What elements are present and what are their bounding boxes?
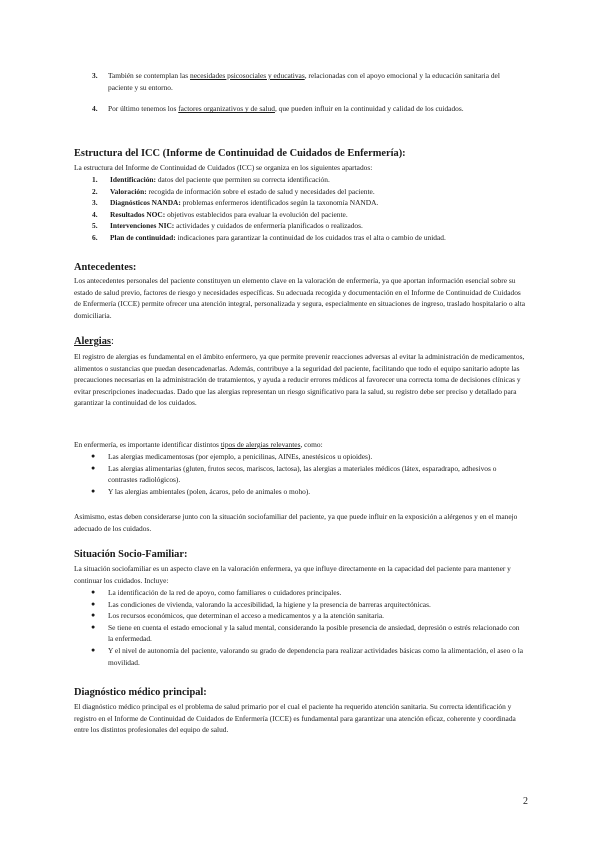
top-numbered-list <box>74 70 526 115</box>
list-item-term: Identificación: <box>110 175 156 184</box>
paragraph-text: En enfermería, es importante identificar distintos <box>74 440 221 449</box>
list-number: 4. <box>92 209 98 219</box>
list-text: , relacionadas con el apoyo emocional y la educación sanitaria del paciente y su entorno. <box>108 71 500 92</box>
list-item <box>74 186 534 198</box>
list-item-term: Diagnósticos NANDA: <box>110 198 181 208</box>
list-number: 5. <box>92 221 98 231</box>
icc-numbered-list <box>74 174 534 244</box>
antecedentes-text: Los antecedentes personales del paciente constituyen un elemento clave en la valoración de enfermería, ya que aportan información esencial sobre su estado de salud previo, factores de riesgo y necesidades específicas. Su adecuada recogida y documentación en el Informe de Continuidad de Cuidados de Enfermería (ICCE) permite ofrecer una atención integral, personalizada y segura, especialmente en situaciones de ingreso, traslado hospitalario o alta domiciliaria. <box>74 276 526 320</box>
list-text: Las condiciones de vivienda, valorando la accesibilidad, la higiene y la presencia de barreras arquitectónicas. <box>108 599 431 609</box>
bullet-icon: ● <box>91 599 96 608</box>
bullet-icon: ● <box>91 588 96 596</box>
list-item-term: Valoración: <box>110 186 147 196</box>
section-title-antecedentes: Antecedentes: <box>74 262 137 273</box>
list-number: 1. <box>92 175 98 184</box>
list-item-term: Plan de continuidad: <box>110 232 176 242</box>
list-number: 2. <box>92 186 98 196</box>
paragraph-text: , como: <box>300 440 323 449</box>
list-text: Se tiene en cuenta el estado emocional y la salud mental, considerando la posible presencia de ansiedad, depresión o estrés relacionado con la enfermedad. <box>108 622 520 644</box>
bullet-icon: ● <box>91 611 96 620</box>
alergias-paragraph-3: Asimismo, estas deben considerarse junto con la situación sociofamiliar del paciente, ya que puede influir en la exposición a alérgenos y en el manejo adecuado de los cuidados. <box>74 512 518 533</box>
alergias-title-text: Alergias <box>74 336 111 347</box>
list-item <box>74 220 534 232</box>
alergias-paragraph-1: El registro de alergias es fundamental en el ámbito enfermero, ya que permite prevenir reacciones adversas al evitar la administración de medicamentos, alimentos o sustancias que puedan desencadenarlas. Además, contribuye a la seguridad del paciente, facilitando que todo el equipo sanitario adopte las precauciones necesarias en la administración de tratamientos, y ayuda a reducir errores médicos al favorecer una correcta toma de decisiones clínicas y evitar prescripciones inadecuadas. Dado que las alergias representan un riesgo significativo para la salud, su registro debe ser preciso y detallado para garantizar la continuidad de los cuidados. <box>74 352 525 408</box>
list-item <box>74 486 526 498</box>
list-text: También se contemplan las <box>108 71 190 80</box>
list-text: actividades y cuidados de enfermería planificados o realizados. <box>174 221 363 231</box>
list-text: , que pueden influir en la continuidad y calidad de los cuidados. <box>274 104 464 114</box>
list-item <box>74 451 526 463</box>
alergias-title-suffix: : <box>110 336 114 347</box>
bullet-icon: ● <box>91 452 96 460</box>
list-text: problemas enfermeros identificados según la taxonomía NANDA. <box>180 198 379 208</box>
list-text: datos del paciente que permiten su correcta identificación. <box>155 175 330 184</box>
list-item <box>74 610 526 622</box>
alergias-paragraph-2 <box>74 439 526 451</box>
list-item <box>74 174 534 186</box>
list-item <box>74 599 526 611</box>
list-item-term: Intervenciones NIC: <box>110 221 175 231</box>
list-text: Las alergias alimentarias (gluten, frutos secos, mariscos, lactosa), las alergias a materiales médicos (látex, esparadrapo, adhesivos o contrastes radiológicos). <box>108 463 497 485</box>
socio-bullet-list <box>74 587 526 668</box>
bullet-icon: ● <box>91 486 96 495</box>
list-item <box>74 103 526 115</box>
list-item <box>74 645 526 668</box>
list-item <box>74 197 534 209</box>
section-title-icc: Estructura del ICC (Informe de Continuidad de Cuidados de Enfermería): <box>74 148 406 159</box>
underlined-term: tipos de alergias relevantes <box>220 440 301 449</box>
list-text: indicaciones para garantizar la continuidad de los cuidados tras el alta o cambio de unidad. <box>175 232 446 242</box>
list-item <box>74 587 526 599</box>
diagnostico-text: El diagnóstico médico principal es el problema de salud primario por el cual el paciente ha requerido atención sanitaria. Su correcta identificación y registro en el Informe de Continuidad de Cuidados de Enfermería (ICCE) es fundamental para garantizar una atención eficaz, coherente y coordinada entre los distintos profesionales del equipo de salud. <box>74 702 516 735</box>
list-item <box>74 209 534 221</box>
list-text: objetivos establecidos para evaluar la evolución del paciente. <box>165 209 348 219</box>
section-title-diagnostico: Diagnóstico médico principal: <box>74 687 207 698</box>
underlined-term: necesidades psicosociales y educativas <box>190 71 305 80</box>
list-text: recogida de información sobre el estado de salud y necesidades del paciente. <box>146 186 375 196</box>
section-title-alergias <box>74 335 114 348</box>
underlined-term: factores organizativos y de salud <box>178 104 275 114</box>
list-text: Las alergias medicamentosas (por ejemplo, a penicilinas, AINEs, anestésicos u opioides). <box>108 452 373 461</box>
section-title-socio-familiar: Situación Socio-Familiar: <box>74 549 188 560</box>
list-text: Por último tenemos los <box>108 104 179 114</box>
page-number: 2 <box>523 796 528 807</box>
list-number: 6. <box>92 232 98 242</box>
bullet-icon: ● <box>91 645 96 654</box>
list-item <box>74 622 526 645</box>
icc-intro: La estructura del Informe de Continuidad de Cuidados (ICC) se organiza en los siguientes apartados: <box>74 163 373 172</box>
list-text: La identificación de la red de apoyo, como familiares o cuidadores principales. <box>108 588 342 597</box>
alergias-bullet-list <box>74 451 526 497</box>
list-text: Y el nivel de autonomía del paciente, valorando su grado de dependencia para realizar actividades básicas como la alimentación, el aseo o la movilidad. <box>108 645 524 667</box>
list-item <box>74 70 526 93</box>
list-item <box>74 232 534 244</box>
bullet-icon: ● <box>91 622 96 631</box>
list-text: Y las alergias ambientales (polen, ácaros, pelo de animales o moho). <box>108 486 311 496</box>
bullet-icon: ● <box>91 463 96 472</box>
list-number: 3. <box>92 198 98 208</box>
list-item <box>74 463 526 486</box>
list-item-term: Resultados NOC: <box>110 209 166 219</box>
list-number: 4. <box>92 104 98 114</box>
list-text: Los recursos económicos, que determinan el acceso a medicamentos y a la atención sanitaria. <box>108 611 385 621</box>
list-number: 3. <box>92 71 98 80</box>
socio-intro: La situación sociofamiliar es un aspecto clave en la valoración enfermera, ya que influye directamente en la capacidad del paciente para mantener y continuar los cuidados. Incluye: <box>74 564 511 585</box>
